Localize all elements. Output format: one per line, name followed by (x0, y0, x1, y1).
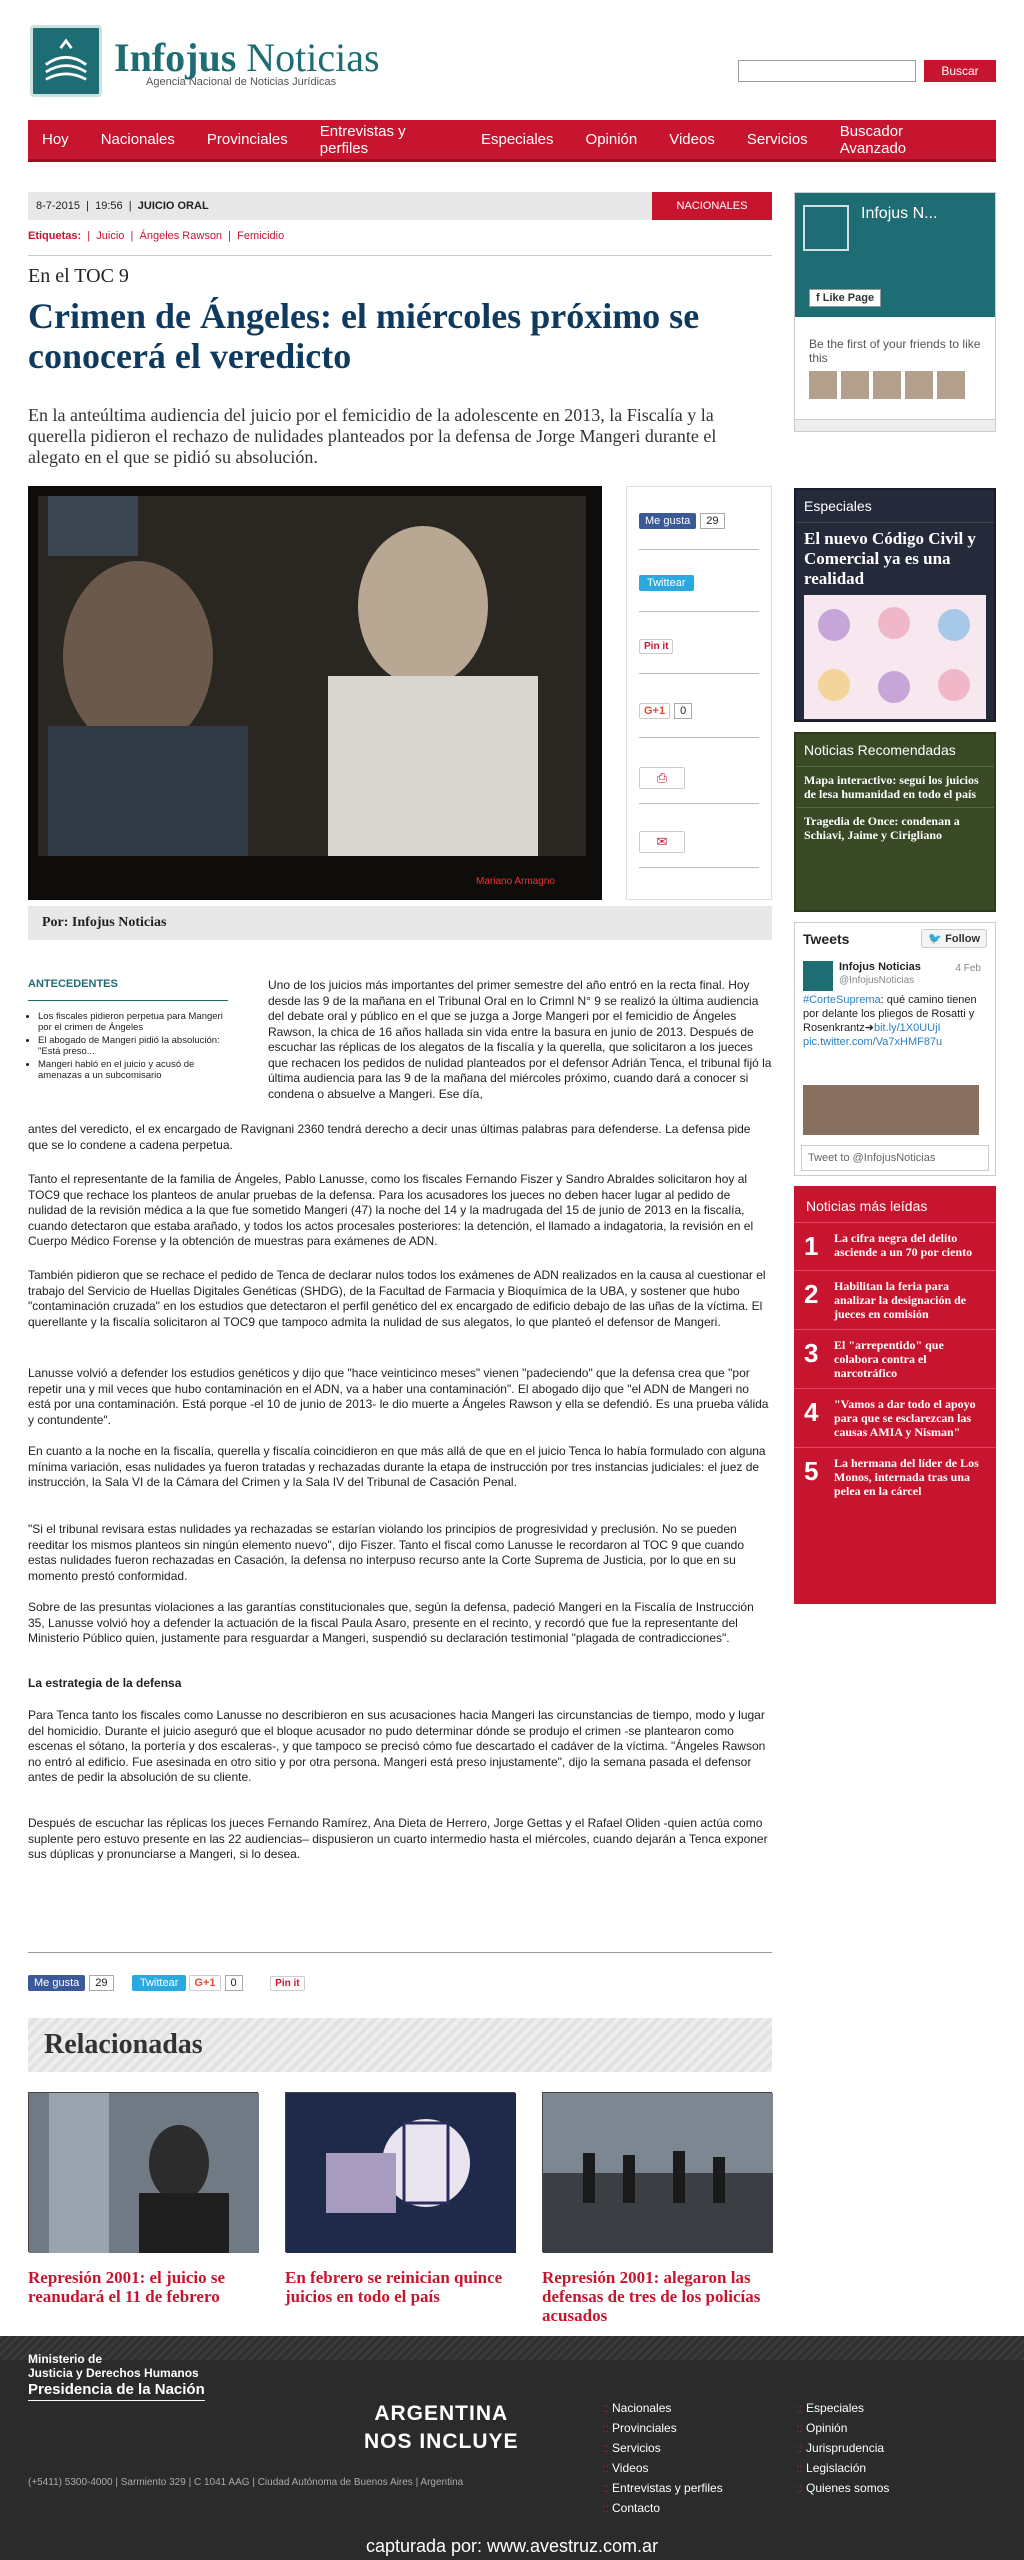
footer-link[interactable]: :: Videos (602, 2458, 723, 2478)
recomendadas-heading: Noticias Recomendadas (796, 734, 994, 767)
mas-leida-item[interactable] (794, 1447, 996, 1506)
article-title: Crimen de Ángeles: el miércoles próximo se conocerá el veredicto (28, 296, 700, 376)
avatar[interactable] (803, 961, 833, 991)
body-paragraph: Sobre de las presuntas violaciones a las garantías constitucionales que, según la defensa, padeció Mangeri en la Fiscalía de Instrucción 35, Lanusse volvió hoy a defender la actuación de la fiscal Paula Asaro, presente en el recinto, y recordó que fue la representante del Ministerio Público quien, justamente para resguardar a Mangeri, suspendió su declaración testimonial "plagada de contradicciones". (28, 1600, 754, 1645)
body-paragraph: Tanto el representante de la familia de Ángeles, Pablo Lanusse, como los fiscales Fernando Fiszer y Sandro Abraldes solicitaron hoy al TOC9 que rechace los planteos de anular pruebas de la defensa. Para los acusadores los jueces no deben hacer lugar al pedido de nulidad de la revisión médica a la que fue sometido Mangeri (47) la noche del 14 y la madrugada del 15 de junio de 2013 en la fiscalía, cuando detectaron que estaba arañado, y todos los actos procesales posteriores: la detención, el llamado a indagatoria, la revisión en el Cuerpo Médico Forense y la obtención de muestras para exámenes de ADN. (28, 1172, 754, 1248)
gplus-count: 0 (225, 1975, 243, 1991)
body-paragraph: Para Tenca tanto los fiscales como Lanusse no describieron en sus acusaciones hacia Mangeri las circunstancias de tiempo, modo y lugar del homicidio. Durante el juicio aseguró que el bloque acusador no pudo determinar dónde se produjo el crimen -se plantearon como escenas el sótano, la portería y dos escaleras-, y que tampoco se precisó cómo fue descartado el cadáver de la víctima. "Ángeles Rawson no entró al edificio. Fue asesinada en otro sitio y por otra persona. Mangeri está preso injustamente", dijo la semana pasada el defensor antes de pedir la absolución de su cliente. (28, 1708, 766, 1784)
footer-link[interactable]: :: Servicios (602, 2438, 723, 2458)
mas-leida-link[interactable]: Habilitan la feria para analizar la designación de jueces en comisión (834, 1279, 967, 1321)
brand-subtitle: Agencia Nacional de Noticias Jurídicas (146, 76, 337, 88)
twitter-button[interactable]: Twittear (132, 1975, 187, 1991)
facebook-page-name[interactable]: Infojus N... (861, 205, 938, 222)
related-card[interactable] (285, 2092, 515, 2306)
footer-link[interactable]: :: Opinión (796, 2418, 889, 2438)
mas-leida-item[interactable] (794, 1222, 996, 1270)
tweet-link[interactable]: pic.twitter.com/Va7xHMF87u (803, 1036, 943, 1048)
divider (28, 1952, 772, 1953)
especiales-heading[interactable]: Especiales (796, 490, 994, 523)
divider (639, 673, 759, 674)
ministerio-line: Justicia y Derechos Humanos (28, 2366, 199, 2380)
footer-link[interactable]: :: Jurisprudencia (796, 2438, 889, 2458)
especiales-image[interactable] (804, 595, 986, 719)
google-plus-button[interactable]: G+1 (189, 1975, 220, 1991)
body-paragraph: En cuanto a la noche en la fiscalía, querella y fiscalía coincidieron en que más allá de que en el juicio Tenca lo había formulado con alguna mínima variación, esas nulidades ya fueron tratadas y rechazadas durante la etapa de instrucción por tres instancias judiciales: el juez de instrucción, la Sala VI de la Cámara del Crimen y la Sala IV del Tribunal de Casación Penal. (28, 1444, 766, 1489)
rank-number: 5 (804, 1456, 819, 1486)
related-card[interactable] (542, 2092, 772, 2325)
body-paragraph: Lanusse volvió a defender los estudios genéticos y dijo que "hace veinticinco meses" vienen "padeciendo" que la defensa crea que "por repetir una y mil veces que hubo contaminación en el ADN, va a haber una contaminación". El abogado dijo que "el ADN de Mangeri no está por una contaminación. Está porque -el 10 de junio de 2013- le dio muerte a Ángeles Rawson y ella se defendió. Es una prueba válida y contundente". (28, 1366, 769, 1427)
article-date: 8-7-2015 (36, 200, 81, 212)
body-paragraph: También pidieron que se rechace el pedido de Tenca de declarar nulos todos los exámenes de ADN realizados en la causa al cuestionar el trabajo del Servicio de Huellas Digitales Genéticas (SHDG), de la Facultad de Farmacia y Bioquímica de la UBA, y sostener que hubo "contaminación cruzada" en los estudios que detectaron el perfil genético del ex encargado de edificio debajo de las uñas de la víctima. El querellante y la fiscalía solicitaron al TOC9 que tampoco admita la nulidad de sus alegatos, lo que planteó el defensor de Mangeri. (28, 1268, 766, 1329)
related-image[interactable] (542, 2092, 772, 2252)
facebook-like-button[interactable]: Me gusta (639, 513, 696, 529)
subhead-text: La estrategia de la defensa (28, 1676, 182, 1690)
like-count: 29 (700, 513, 724, 529)
widget-scrollbar[interactable] (795, 419, 995, 431)
related-title[interactable]: Represión 2001: el juicio se reanudará el 11 de febrero (28, 2268, 226, 2306)
tweet-hashtag[interactable]: #CorteSuprema (803, 994, 881, 1006)
article-author: Por: Infojus Noticias (28, 906, 772, 940)
facebook-like[interactable] (639, 513, 725, 529)
body-subhead (28, 1676, 772, 1692)
tag-link[interactable]: Femicidio (237, 230, 285, 242)
like-count: 29 (89, 1975, 113, 1991)
antecedentes-title: ANTECEDENTES (28, 978, 228, 1001)
especiales-title[interactable]: El nuevo Código Civil y Comercial ya es una realidad (804, 529, 976, 588)
article-section: JUICIO ORAL (137, 200, 209, 212)
like-page-button[interactable]: f Like Page (809, 289, 881, 307)
footer-link[interactable]: :: Especiales (796, 2398, 889, 2418)
divider (639, 611, 759, 612)
argentina-line: ARGENTINA (374, 2402, 509, 2425)
nav-item-nacionales[interactable]: Nacionales (100, 131, 175, 148)
photo-credit: Mariano Armagno (476, 876, 555, 887)
category-badge[interactable]: NACIONALES (652, 192, 772, 220)
related-image[interactable] (285, 2092, 515, 2252)
article-meta: 8-7-2015 | 19:56 | JUICIO ORAL (28, 192, 772, 220)
search-input[interactable] (738, 60, 916, 82)
gplus-count: 0 (674, 703, 692, 719)
tweet-image[interactable] (803, 1085, 979, 1135)
mas-leida-item[interactable] (794, 1329, 996, 1388)
antecedentes-box (28, 978, 228, 1083)
infojus-logo[interactable] (30, 25, 102, 97)
tag-link[interactable]: Juicio (96, 230, 125, 242)
presidencia-logo[interactable]: Presidencia de la Nación (28, 2381, 205, 2401)
footer-link[interactable]: :: Entrevistas y perfiles (602, 2478, 723, 2498)
related-image[interactable] (28, 2092, 258, 2252)
facebook-page-text: Be the first of your friends to like this (809, 337, 981, 365)
rank-number: 2 (804, 1279, 819, 1309)
body-paragraph: Después de escuchar las réplicas los jueces Fernando Ramírez, Ana Dieta de Herrero, Jorge Gettas y el Rafael Oliden -quien actúa como suplente pero estuvo presente en las 22 audiencias– dispusieron un cuarto intermedio hasta el miércoles, cuando dejarán a Tenca exponer sus dúplicas y pronunciarse a Mangeri, si lo desea. (28, 1816, 768, 1861)
search-button[interactable]: Buscar (924, 60, 996, 82)
tweet-handle[interactable]: @InfojusNoticias (839, 975, 915, 986)
nav-item-opinion[interactable]: Opinión (585, 131, 638, 148)
antecedente-link[interactable]: • El abogado de Mangeri pidió la absolución: "Está preso... (38, 1035, 228, 1057)
share-column (626, 486, 772, 900)
nav-item-videos[interactable]: Videos (669, 131, 715, 148)
body-paragraph: Uno de los juicios más importantes del primer semestre del año entró en la recta final. Hoy desde las 9 de la mañana en el Tribunal Oral en lo Crimnl N° 9 se realizó la última audiencia del debate oral y público en el que se juzga a Jorge Mangeri por el femicidio de Ángeles Rawson, la chica de 16 años hallada sin vida entre la basura en junio de 2013. Después de escuchar las réplicas de los alegatos de la fiscalía y la querella, que solicitaron a los jueces que rechacen los pedidos de nulidad planteados por el defensor Adrián Tenca, el tribunal fijó la última audiencia para las 9 de la mañana del miércoles próximo, cuando dará a conocer si condena o absuelve a Mangeri. Ese día, (268, 978, 772, 1101)
main-nav (28, 120, 996, 162)
facebook-page-widget (794, 192, 996, 432)
twitter-follow-button[interactable]: 🐦 Follow (921, 929, 987, 948)
tweet-user[interactable]: Infojus Noticias (839, 961, 921, 973)
tweet-body: : qué camino tienen por delante los pliegos de Rosatti y Rosenkrantz➜ (803, 994, 977, 1034)
mas-leida-item[interactable] (794, 1270, 996, 1329)
facebook-friends-faces (809, 371, 965, 399)
nav-item-especiales[interactable]: Especiales (480, 131, 554, 148)
body-paragraph: "Si el tribunal revisara estas nulidades ya rechazadas se estarían violando los principios de progresividad y preclusión. No se pueden reeditar los mismos planteos sin ningún elemento nuevo", dijo Fiszer. Tanto el fiscal como Lanusse le recordaron al TOC 9 que cuando estas nulidades fueron rechazadas en Casación, la defensa no interpuso recurso ante la Corte Suprema de Justicia, por lo que en su momento prestó conformidad. (28, 1522, 744, 1583)
footer-link[interactable]: :: Contacto (602, 2498, 723, 2518)
related-card[interactable] (28, 2092, 258, 2306)
ministerio-line: Ministerio de (28, 2352, 103, 2366)
twitter-widget (794, 922, 996, 1176)
nav-item-entrevistas[interactable]: Entrevistas y perfiles (319, 122, 406, 157)
mas-leidas-box (794, 1186, 996, 1604)
recomendada-link[interactable]: Mapa interactivo: seguí los juicios de lesa humanidad en todo el país (796, 767, 994, 808)
footer-link[interactable]: :: Nacionales (602, 2398, 723, 2418)
tweet-input[interactable]: Tweet to @InfojusNoticias (801, 1145, 989, 1171)
footer-link[interactable]: :: Legislación (796, 2458, 889, 2478)
google-plus-button[interactable]: G+1 (639, 703, 670, 719)
mas-leida-link[interactable]: La cifra negra del delito asciende a un 70 por ciento (834, 1231, 973, 1259)
tags-label: Etiquetas: (28, 230, 82, 242)
tweet-text (803, 993, 979, 1049)
footer-links-col-2 (796, 2398, 889, 2498)
mas-leida-link[interactable]: El "arrepentido" que colabora contra el narcotráfico (834, 1338, 944, 1380)
like-page-label: Like Page (822, 292, 875, 304)
tweet-link[interactable]: bit.ly/1X0UUjI (873, 1022, 941, 1034)
site-header (0, 0, 1024, 110)
rank-number: 3 (804, 1338, 819, 1368)
mas-leida-link[interactable]: "Vamos a dar todo el apoyo para que se esclarezcan las causas AMIA y Nisman" (834, 1397, 976, 1439)
footer-links-col-1 (602, 2398, 723, 2518)
antecedente-link[interactable]: • Mangeri habló en el juicio y acusó de amenazas a un subcomisario (38, 1059, 228, 1081)
nav-item-provinciales[interactable]: Provinciales (206, 131, 288, 148)
twitter-button[interactable]: Twittear (639, 575, 694, 591)
bottom-share-bar (28, 1975, 772, 1995)
mas-leida-link[interactable]: La hermana del líder de Los Monos, internada tras una pelea en la cárcel (834, 1456, 979, 1498)
argentina-line: NOS INCLUYE (364, 2430, 519, 2453)
capture-watermark: capturada por: www.avestruz.com.ar (365, 2536, 659, 2556)
divider (639, 803, 759, 804)
especiales-box (794, 488, 996, 722)
divider (639, 737, 759, 738)
print-icon[interactable]: ⎙ (639, 767, 685, 789)
divider (639, 867, 759, 868)
footer-address: (+5411) 5300-4000 | Sarmiento 329 | C 1041 AAG | Ciudad Autónoma de Buenos Aires | Argentina (28, 2477, 464, 2488)
body-paragraph: antes del veredicto, el ex encargado de Ravignani 2360 tendrá derecho a decir unas últimas palabras para defenderse. La defensa pide que se lo condene a cadena perpetua. (28, 1122, 751, 1152)
antecedente-link[interactable]: • Los fiscales pidieron perpetua para Mangeri por el crimen de Ángeles (38, 1011, 228, 1033)
facebook-page-logo[interactable] (803, 205, 849, 251)
follow-label: Follow (945, 933, 980, 945)
nav-item-servicios[interactable]: Servicios (746, 131, 808, 148)
tweet-date[interactable]: 4 Feb (955, 963, 981, 974)
pinterest-button[interactable]: Pin it (639, 639, 673, 654)
article-photo (28, 486, 602, 900)
rank-number: 4 (804, 1397, 819, 1427)
recomendada-link[interactable]: Tragedia de Once: condenan a Schiavi, Jaime y Cirigliano (804, 814, 960, 842)
mas-leida-item[interactable] (794, 1388, 996, 1447)
rank-number: 1 (804, 1231, 819, 1261)
footer-link[interactable]: :: Quienes somos (796, 2478, 889, 2498)
tag-link[interactable]: Ángeles Rawson (139, 230, 223, 242)
tags-row: Etiquetas: | Juicio | Ángeles Rawson | Femicidio (28, 230, 285, 242)
email-icon[interactable]: ✉ (639, 831, 685, 853)
brand-title[interactable]: Infojus Noticias (114, 35, 380, 80)
divider (639, 549, 759, 550)
argentina-nos-incluye-logo[interactable] (364, 2400, 519, 2456)
facebook-like-button[interactable]: Me gusta (28, 1975, 85, 1991)
article-kicker: En el TOC 9 (28, 265, 129, 287)
nav-item-hoy[interactable]: Hoy (42, 131, 69, 148)
tweets-heading: Tweets (803, 931, 850, 947)
article-time: 19:56 (95, 200, 123, 212)
relacionadas-heading: Relacionadas (28, 2018, 772, 2072)
divider (28, 255, 772, 256)
related-title[interactable]: En febrero se reinician quince juicios en todo el país (285, 2268, 503, 2306)
related-title[interactable]: Represión 2001: alegaron las defensas de tres de los policías acusados (542, 2268, 761, 2325)
footer-link[interactable]: :: Provinciales (602, 2418, 723, 2438)
pinterest-button[interactable]: Pin it (270, 1976, 304, 1991)
facebook-page-cover[interactable] (795, 193, 995, 317)
article-lead: En la anteúltima audiencia del juicio por el femicidio de la adolescente en 2013, la Fiscalía y la querella pidieron el rechazo de nulidades planteados por la defensa de Jorge Mangeri durante el alegato en el que se pidió su absolución. (28, 405, 717, 467)
recomendadas-box (794, 732, 996, 912)
mas-leidas-heading: Noticias más leídas (806, 1198, 928, 1214)
ministerio-logo[interactable] (28, 2352, 199, 2380)
nav-item-buscador[interactable]: Buscador Avanzado (839, 122, 907, 157)
